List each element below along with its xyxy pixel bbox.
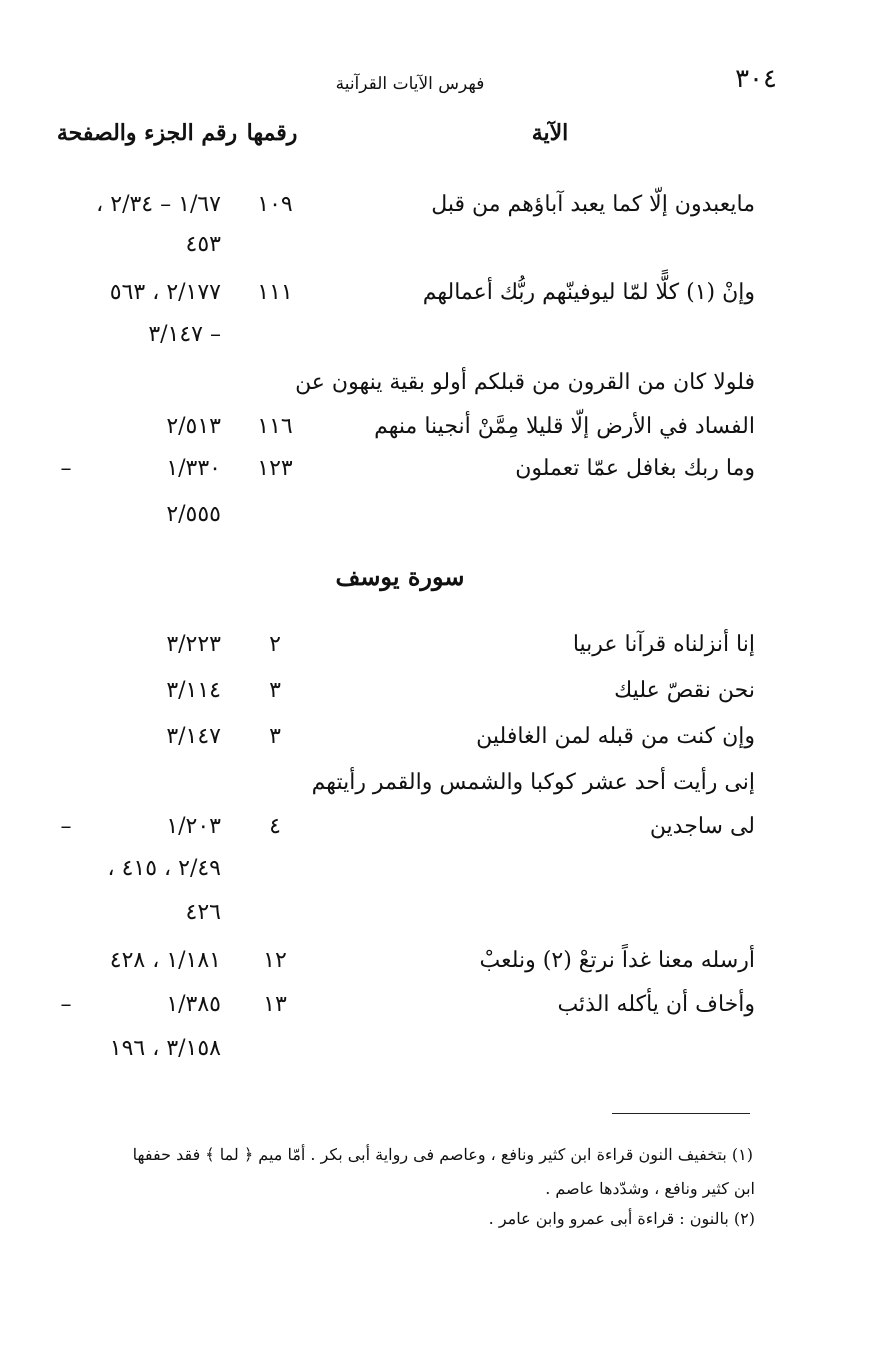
footnote-2: (٢) بالنون : قراءة أبى عمرو وابن عامر . — [488, 1209, 755, 1228]
continuation-dash: – — [60, 992, 72, 1017]
surah-title: سورة يوسف — [335, 562, 465, 591]
page-number: ٣٠٤ — [735, 64, 777, 94]
verse-text: الفساد في الأرض إلّا قليلا مِمَّنْ أنجينا منهم — [374, 414, 755, 439]
volume-page-ref-cont: ٢/٥٥٥ — [166, 502, 221, 527]
verse-number: ٣ — [269, 678, 281, 703]
volume-page-ref-cont: ٣/١٥٨ ، ١٩٦ — [109, 1036, 221, 1061]
volume-page-ref: ٢/٥١٣ — [166, 414, 221, 439]
verse-number: ١٠٩ — [257, 192, 293, 217]
verse-text: فلولا كان من القرون من قبلكم أولو بقية ينهون عن — [295, 370, 755, 395]
volume-page-ref: ١/٣٣٠ — [166, 456, 221, 481]
verse-text: نحن نقصّ عليك — [614, 678, 755, 703]
verse-number: ١٢٣ — [257, 456, 293, 481]
verse-number: ١٣ — [263, 992, 287, 1017]
volume-page-ref-cont: – ٣/١٤٧ — [148, 322, 221, 347]
verse-number: ١١٦ — [257, 414, 293, 439]
volume-page-ref: ٣/٢٢٣ — [166, 632, 221, 657]
verse-number: ٤ — [269, 814, 281, 839]
volume-page-ref: ١/٢٠٣ — [166, 814, 221, 839]
footnote-rule — [612, 1113, 750, 1114]
verse-text: لى ساجدين — [649, 814, 755, 839]
volume-page-ref: ٣/١١٤ — [166, 678, 221, 703]
volume-page-ref: ١/٦٧ – ٢/٣٤ ، — [96, 192, 221, 217]
volume-page-ref-cont: ٤٥٣ — [185, 232, 221, 257]
continuation-dash: – — [60, 456, 72, 481]
footnote-1: (١) بتخفيف النون قراءة ابن كثير ونافع ، وعاصم فى رواية أبى بكر . أمّا ميم ﴿ لما ﴾ فقد حففها — [132, 1145, 753, 1164]
volume-page-ref: ٢/١٧٧ ، ٥٦٣ — [109, 280, 221, 305]
volume-page-ref-cont: ٢/٤٩ ، ٤١٥ ، — [107, 856, 221, 881]
verse-text: وما ربك بغافل عمّا تعملون — [515, 456, 755, 481]
running-title: فهرس الآيات القرآنية — [335, 74, 485, 94]
verse-text: وإنْ (١) كلًّا لمّا ليوفينّهم ربُّك أعمالهم — [422, 280, 755, 305]
verse-number: ١٢ — [263, 948, 287, 973]
verse-text: إنا أنزلناه قرآنا عربيا — [572, 632, 755, 657]
verse-text: أرسله معنا غداً نرتعْ (٢) ونلعبْ — [479, 948, 755, 973]
volume-page-ref: ١/١٨١ ، ٤٢٨ — [109, 948, 221, 973]
column-header-number: رقمها — [246, 120, 298, 146]
verse-text: وأخاف أن يأكله الذئب — [557, 992, 755, 1017]
volume-page-ref-cont: ٤٢٦ — [185, 900, 221, 925]
volume-page-ref: ١/٣٨٥ — [166, 992, 221, 1017]
verse-number: ٣ — [269, 724, 281, 749]
continuation-dash: – — [60, 814, 72, 839]
column-header-verse: الآية — [531, 120, 569, 146]
verse-text: إنى رأيت أحد عشر كوكبا والشمس والقمر رأيتهم — [311, 770, 755, 795]
verse-number: ١١١ — [257, 280, 293, 305]
footnote-1-cont: ابن كثير ونافع ، وشدّدها عاصم . — [545, 1179, 755, 1198]
column-header-volume-page: رقم الجزء والصفحة — [56, 120, 238, 146]
verse-text: مايعبدون إلّا كما يعبد آباؤهم من قبل — [431, 192, 755, 217]
verse-text: وإن كنت من قبله لمن الغافلين — [476, 724, 755, 749]
verse-number: ٢ — [269, 632, 281, 657]
volume-page-ref: ٣/١٤٧ — [166, 724, 221, 749]
